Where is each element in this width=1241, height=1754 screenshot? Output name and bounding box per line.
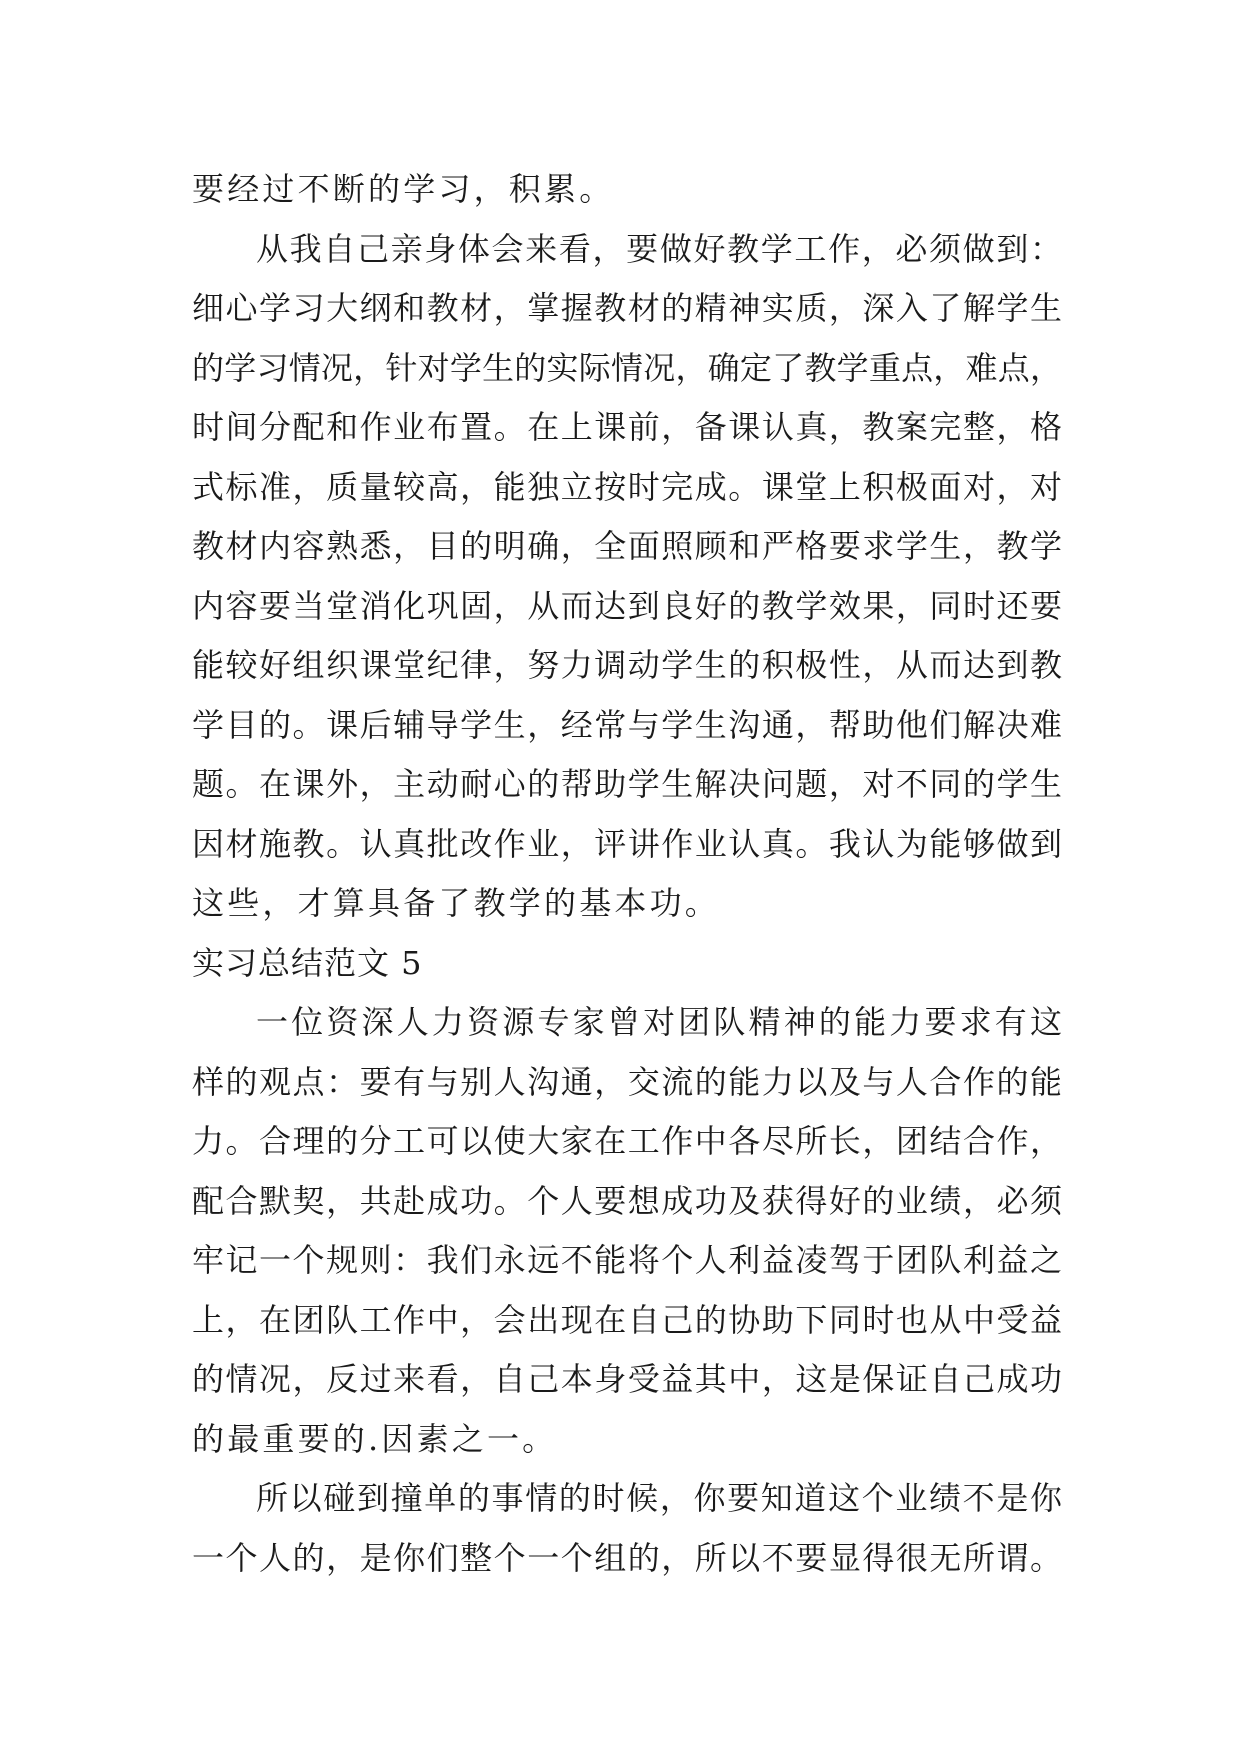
paragraph-line: 的学习情况，针对学生的实际情况，确定了教学重点，难点， xyxy=(192,348,1062,387)
paragraph-line: 力。合理的分工可以使大家在工作中各尽所长，团结合作， xyxy=(192,1122,1062,1160)
paragraph-line: 从我自己亲身体会来看，要做好教学工作，必须做到： xyxy=(256,229,1062,268)
paragraph-line: 细心学习大纲和教材，掌握教材的精神实质，深入了解学生 xyxy=(192,289,1062,327)
paragraph-line: 教材内容熟悉，目的明确，全面照顾和严格要求学生，教学 xyxy=(192,527,1062,565)
paragraph-line: 牢记一个规则：我们永远不能将个人利益凌驾于团队利益之 xyxy=(192,1241,1062,1279)
paragraph-line: 题。在课外，主动耐心的帮助学生解决问题，对不同的学生 xyxy=(192,765,1062,803)
paragraph-line: 式标准，质量较高，能独立按时完成。课堂上积极面对，对 xyxy=(192,467,1062,506)
paragraph-line: 要经过不断的学习，积累。 xyxy=(192,170,615,208)
paragraph-line: 因材施教。认真批改作业，评讲作业认真。我认为能够做到 xyxy=(192,824,1062,863)
paragraph-line: 一位资深人力资源专家曾对团队精神的能力要求有这 xyxy=(256,1003,1062,1041)
paragraph-line: 内容要当堂消化巩固，从而达到良好的教学效果，同时还要 xyxy=(192,586,1062,625)
section-heading: 实习总结范文 5 xyxy=(192,943,423,982)
paragraph-line: 上，在团队工作中，会出现在自己的协助下同时也从中受益 xyxy=(192,1300,1062,1339)
document-body xyxy=(192,160,1062,1588)
paragraph-line: 学目的。课后辅导学生，经常与学生沟通，帮助他们解决难 xyxy=(192,705,1062,744)
paragraph-line: 所以碰到撞单的事情的时候，你要知道这个业绩不是你 xyxy=(256,1479,1062,1517)
paragraph-line: 的最重要的.因素之一。 xyxy=(192,1419,558,1458)
paragraph-line: 配合默契，共赴成功。个人要想成功及获得好的业绩，必须 xyxy=(192,1181,1062,1220)
paragraph-line: 样的观点：要有与别人沟通，交流的能力以及与人合作的能 xyxy=(192,1062,1062,1101)
paragraph-line: 时间分配和作业布置。在上课前，备课认真，教案完整，格 xyxy=(192,408,1062,446)
paragraph-line: 的情况，反过来看，自己本身受益其中，这是保证自己成功 xyxy=(192,1360,1062,1398)
paragraph-line: 一个人的，是你们整个一个组的，所以不要显得很无所谓。 xyxy=(192,1538,1062,1577)
paragraph-line: 这些，才算具备了教学的基本功。 xyxy=(192,884,721,922)
paragraph-line: 能较好组织课堂纪律，努力调动学生的积极性，从而达到教 xyxy=(192,646,1062,684)
